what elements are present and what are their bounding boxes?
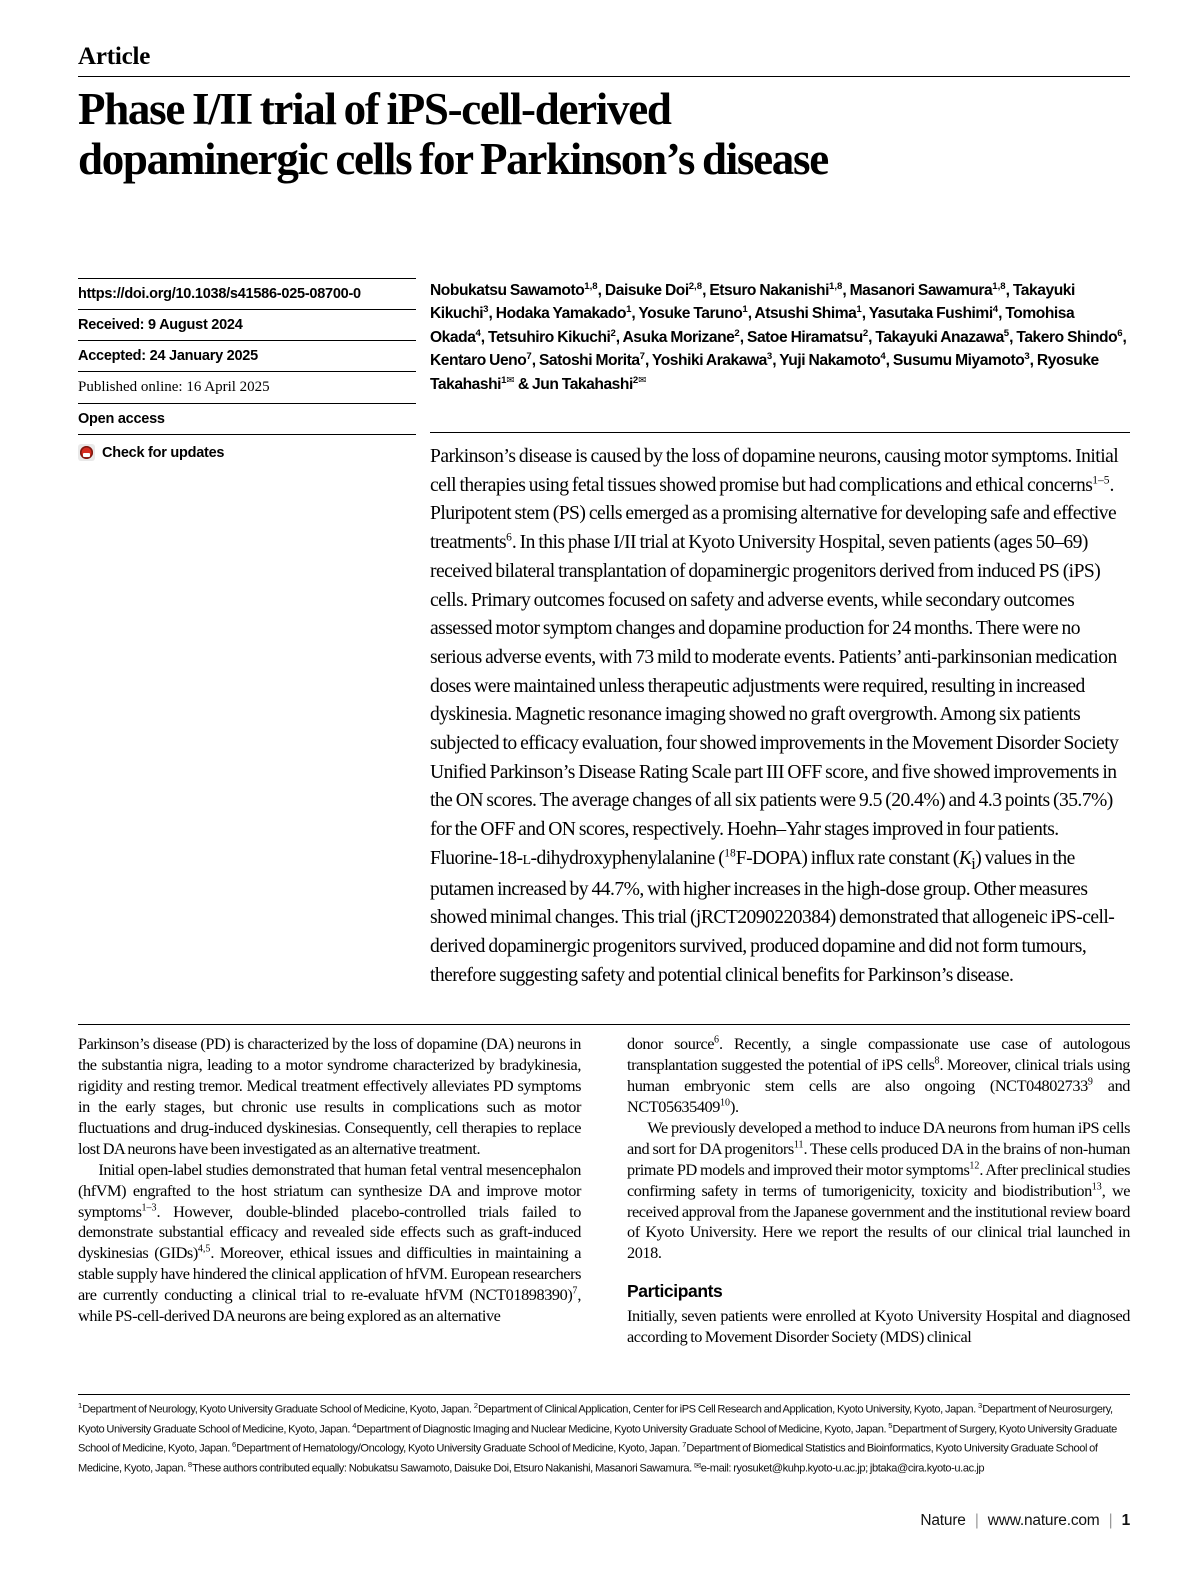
- page-title-line-1: Phase I/II trial of iPS-cell-derived: [78, 84, 671, 135]
- body-column-right: [627, 1034, 1130, 1348]
- affiliations-footnotes: $^1$Department of Neurology, Kyoto University Graduate School of Medicine, Kyoto, Japan. $^2$Department of Clinical Application, Center for iPS Cell Research and Application, Kyoto University, Kyoto, Japan. $^3$Department of Neurosurgery, Kyoto University Graduate School of Medicine, Kyoto, Japan. $^4$Department of Diagnostic Imaging and Nuclear Medicine, Kyoto University Graduate School of Medicine, Kyoto, Japan. $^5$Department of Surgery, Kyoto University Graduate School of Medicine, Kyoto, Japan. $^6$Department of Hematology/Oncology, Kyoto University Graduate School of Medicine, Kyoto, Japan. $^7$Department of Biomedical Statistics and Bioinformatics, Kyoto University Graduate School of Medicine, Kyoto, Japan. $^8$These authors contributed equally: Nobukatsu Sawamoto, Daisuke Doi, Etsuro Nakanishi, Masanori Sawamura. ✉e-mail: ryosuket@kuhp.kyoto-u.ac.jp; jbtaka@cira.kyoto-u.ac.jp: [78, 1401, 1117, 1475]
- received-date-row: Received: 9 August 2024: [78, 309, 416, 340]
- article-header: [78, 44, 1130, 184]
- header-divider: [78, 76, 1130, 77]
- footer-page-number: 1: [1121, 1512, 1130, 1529]
- footnotes-divider: [78, 1394, 1130, 1395]
- article-type-kicker: Article: [78, 43, 151, 70]
- body-divider: [78, 1024, 1130, 1025]
- footer-separator-2: |: [1108, 1512, 1113, 1529]
- abstract: Parkinson’s disease is caused by the loss of dopamine neurons, causing motor symptoms. Initial cell therapies using fetal tissues showed promise but had complications and ethical concerns$^{1-5}$. Pluripotent stem (PS) cells emerged as a promising alternative for developing safe and effective treatments$^6$. In this phase I/II trial at Kyoto University Hospital, seven patients (ages 50–69) received bilateral transplantation of dopaminergic progenitors derived from induced PS (iPS) cells. Primary outcomes focused on safety and adverse events, while secondary outcomes assessed motor symptom changes and dopamine production for 24 months. There were no serious adverse events, with 73 mild to moderate events. Patients’ anti-parkinsonian medication doses were maintained unless therapeutic adjustments were required, resulting in increased dyskinesia. Magnetic resonance imaging showed no graft overgrowth. Among six patients subjected to efficacy evaluation, four showed improvements in the Movement Disorder Society Unified Parkinson’s Disease Rating Scale part III OFF score, and five showed improvements in the ON scores. The average changes of all six patients were 9.5 (20.4%) and 4.3 points (35.7%) for the OFF and ON scores, respectively. Hoehn–Yahr stages improved in four patients. Fluorine-18-l-dihydroxyphenylalanine ($^{18}$F-DOPA) influx rate constant $(K_i)$ values in the putamen increased by 44.7%, with higher increases in the high-dose group. Other measures showed minimal changes. This trial (jRCT2090220384) demonstrated that allogeneic iPS-cell-derived dopaminergic progenitors survived, produced dopamine and did not form tumours, therefore suggesting safety and potential clinical benefits for Parkinson’s disease.: [430, 432, 1130, 990]
- published-date-row: Published online: 16 April 2025: [78, 371, 416, 403]
- crossmark-icon: [78, 444, 95, 461]
- paragraph: Initially, seven patients were enrolled at Kyoto University Hospital and diagnosed according to Movement Disorder Society (MDS) clinical: [627, 1305, 1130, 1346]
- page-footer: [78, 1512, 1130, 1530]
- author-list: Nobukatsu Sawamoto$^{1,8}$, Daisuke Doi$^{2,8}$, Etsuro Nakanishi$^{1,8}$, Masanori Sawamura$^{1,8}$, Takayuki Kikuchi$^3$, Hodaka Yamakado$^1$, Yosuke Taruno$^1$, Atsushi Shima$^1$, Yasutaka Fushimi$^4$, Tomohisa Okada$^4$, Tetsuhiro Kikuchi$^2$, Asuka Morizane$^2$, Satoe Hiramatsu$^2$, Takayuki Anazawa$^5$, Takero Shindo$^6$, Kentaro Ueno$^7$, Satoshi Morita$^7$, Yoshiki Arakawa$^3$, Yuji Nakamoto$^4$, Susumu Miyamoto$^3$, Ryosuke Takahashi$^{1✉}$ & Jun Takahashi$^{2✉}$: [430, 280, 1127, 393]
- paragraph: Initial open-label studies demonstrated that human fetal ventral mesencephalon (hfVM) engrafted to the host striatum can synthesize DA and improve motor symptoms$^{1-3}$. However, double-blinded placebo-controlled trials failed to demonstrate substantial efficacy and revealed side effects such as graft-induced dyskinesias (GIDs)$^{4,5}$. Moreover, ethical issues and difficulties in maintaining a stable supply have hindered the clinical application of hfVM. European researchers are currently conducting a clinical trial to re-evaluate hfVM $(NCT01898390)^7$, while PS-cell-derived DA neurons are being explored as an alternative: [78, 1159, 581, 1326]
- check-for-updates-label: Check for updates: [102, 444, 225, 461]
- doi-row[interactable]: https://doi.org/10.1038/s41586-025-08700-0: [78, 278, 416, 309]
- footer-journal-name: Nature: [920, 1512, 966, 1529]
- open-access-row: Open access: [78, 403, 416, 435]
- check-for-updates-button[interactable]: [78, 435, 416, 461]
- section-heading-participants: Participants: [627, 1281, 723, 1302]
- metadata-panel: [78, 278, 416, 461]
- page-title-line-2: dopaminergic cells for Parkinson’s disease: [78, 133, 828, 184]
- footer-website-link[interactable]: www.nature.com: [987, 1512, 1100, 1529]
- body-column-left: [78, 1034, 581, 1348]
- paragraph: donor source$^6$. Recently, a single compassionate use case of autologous transplantation suggested the potential of iPS cells$^8$. Moreover, clinical trials using human embryonic stem cells are also ongoing (NCT04802733$^9$ and NCT05635409$^{10}$).: [627, 1034, 1130, 1116]
- article-body: [78, 1034, 1130, 1348]
- accepted-date-row: Accepted: 24 January 2025: [78, 340, 416, 371]
- page-title: [78, 85, 1088, 184]
- paragraph: We previously developed a method to induce DA neurons from human iPS cells and sort for DA progenitors$^{11}$. These cells produced DA in the brains of non-human primate PD models and improved their motor symptoms$^{12}$. After preclinical studies confirming safety in terms of tumorigenicity, toxicity and biodistribution$^{13}$, we received approval from the Japanese government and the institutional review board of Kyoto University. Here we report the results of our clinical trial launched in 2018.: [627, 1117, 1130, 1263]
- paragraph: Parkinson’s disease (PD) is characterized by the loss of dopamine (DA) neurons in the substantia nigra, leading to a motor syndrome characterized by bradykinesia, rigidity and resting tremor. Medical treatment effectively alleviates PD symptoms in the early stages, but chronic use results in complications such as motor fluctuations and drug-induced dyskinesias. Consequently, cell therapies to replace lost DA neurons have been investigated as an alternative treatment.: [78, 1034, 581, 1158]
- footer-separator-1: |: [974, 1512, 979, 1529]
